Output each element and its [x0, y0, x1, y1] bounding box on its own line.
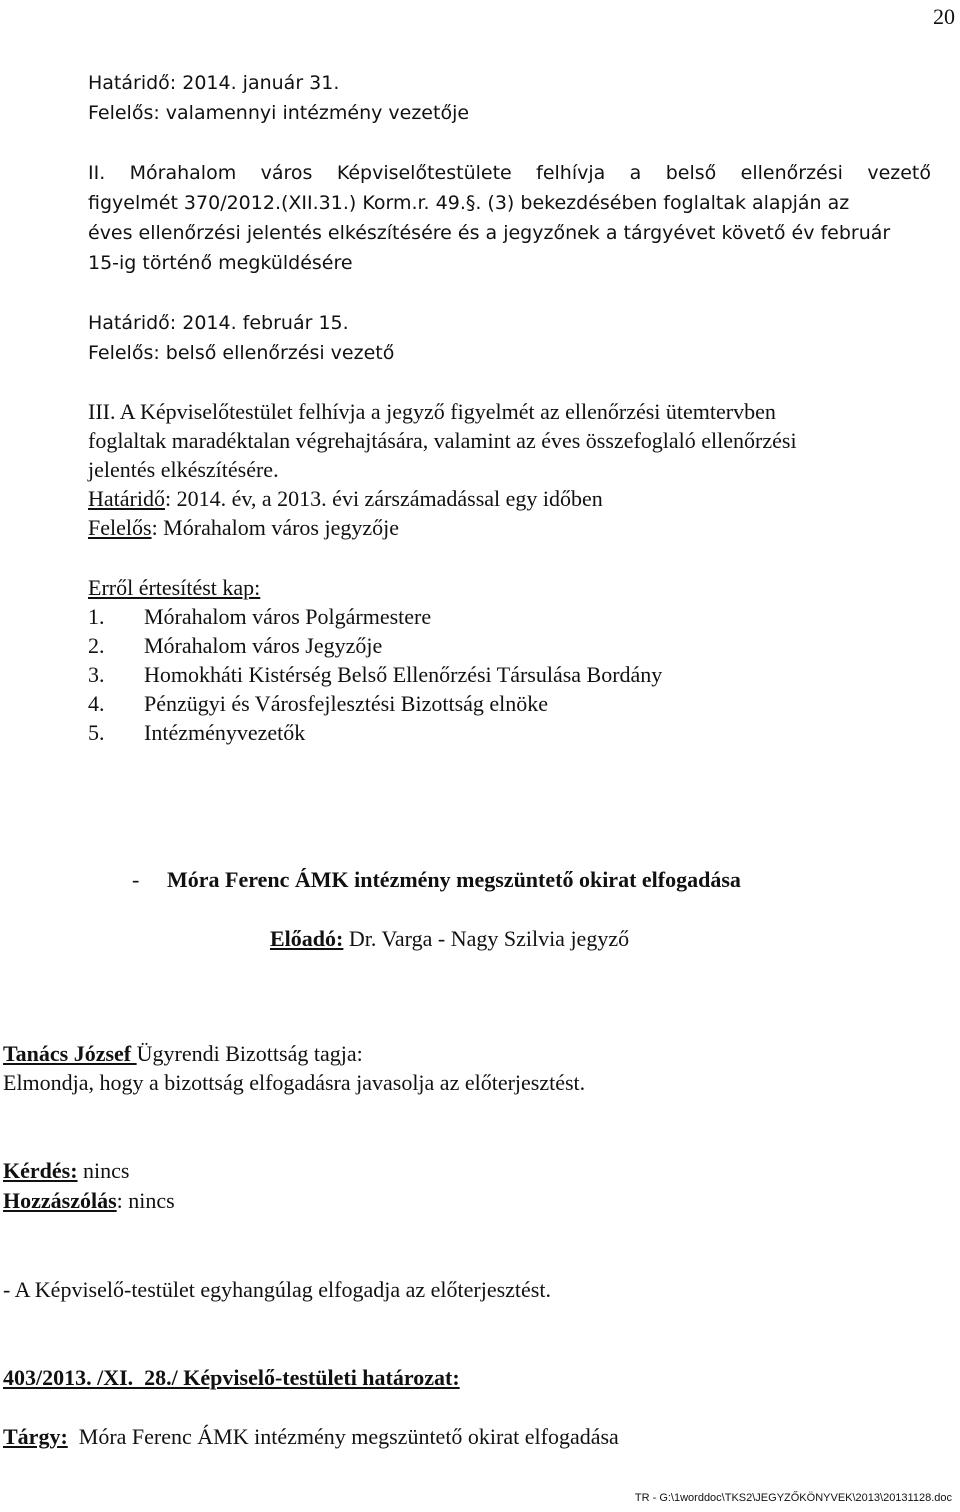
notify-item — [88, 604, 431, 630]
footer-file-path: TR - G:\1worddoc\TKS2\JEGYZŐKÖNYVEK\2013\20131128.doc — [634, 1492, 952, 1504]
comment-label: Hozzászólás — [3, 1188, 117, 1213]
section2-word: vezető — [867, 162, 931, 184]
comment-line — [3, 1188, 175, 1214]
section3-line-3: jelentés elkészítésére. — [88, 457, 279, 482]
section2-word: Képviselőtestülete — [336, 162, 512, 184]
agenda-presenter — [270, 926, 629, 952]
committee-role: Ügyrendi Bizottság tagja: — [136, 1041, 363, 1066]
notify-item-number: 5. — [88, 720, 105, 745]
committee-statement: Elmondja, hogy a bizottság elfogadásra javasolja az előterjesztést. — [3, 1070, 586, 1095]
comment-value: : nincs — [116, 1188, 175, 1213]
vote-result: - A Képviselő-testület egyhangúlag elfogadja az előterjesztést. — [3, 1277, 551, 1302]
deadline-line: Határidő: 2014. január 31. — [88, 72, 340, 94]
section2-deadline: Határidő: 2014. február 15. — [88, 312, 349, 334]
agenda-dash: - — [132, 867, 140, 892]
section2-line-2: figyelmét 370/2012.(XII.31.) Korm.r. 49.§. (3) bekezdésében foglaltak alapján az — [88, 192, 850, 214]
notify-item — [88, 662, 662, 688]
section2-word: belső — [665, 162, 717, 184]
presenter-label: Előadó: — [270, 926, 344, 951]
section2-word: a — [629, 162, 642, 184]
notify-item-number: 2. — [88, 633, 105, 658]
section2-line-4: 15-ig történő megküldésére — [88, 252, 353, 274]
section3-responsible — [88, 515, 399, 541]
subject-label: Tárgy: — [3, 1424, 68, 1449]
notify-item-text: Mórahalom város Polgármestere — [144, 604, 432, 629]
notify-item-number: 3. — [88, 662, 105, 687]
page-number: 20 — [933, 4, 955, 29]
responsible-value: : Mórahalom város jegyzője — [151, 515, 399, 540]
section2-responsible: Felelős: belső ellenőrzési vezető — [88, 342, 395, 364]
notify-item-text: Pénzügyi és Városfejlesztési Bizottság elnöke — [144, 691, 549, 716]
committee-member-name: Tanács József — [3, 1041, 137, 1066]
section3-line-1: III. A Képviselőtestület felhívja a jegyző figyelmét az ellenőrzési ütemtervben — [88, 399, 776, 424]
notify-item-number: 4. — [88, 691, 105, 716]
notify-item-text: Mórahalom város Jegyzője — [144, 633, 383, 658]
resolution-number: 403/2013. /XI. 28./ Képviselő-testületi határozat: — [3, 1365, 460, 1390]
section2-word: ellenőrzési — [740, 162, 843, 184]
section2-word: Mórahalom — [129, 162, 237, 184]
presenter-value: Dr. Varga - Nagy Szilvia jegyző — [343, 926, 630, 951]
notify-item-text: Homokháti Kistérség Belső Ellenőrzési Társulása Bordány — [144, 662, 663, 687]
section3-line-2: foglaltak maradéktalan végrehajtására, valamint az éves összefoglaló ellenőrzési — [88, 428, 797, 453]
deadline-label: Határidő — [88, 486, 165, 511]
section2-word: felhívja — [536, 162, 606, 184]
notify-item — [88, 720, 305, 746]
question-label: Kérdés: — [3, 1158, 78, 1183]
resolution-subject — [3, 1424, 619, 1450]
notify-item-number: 1. — [88, 604, 105, 629]
responsible-label: Felelős — [88, 515, 152, 540]
notify-item-text: Intézményvezetők — [144, 720, 306, 745]
question-value: nincs — [77, 1158, 130, 1183]
agenda-title: Móra Ferenc ÁMK intézmény megszüntető okirat elfogadása — [167, 867, 741, 892]
section3-deadline — [88, 486, 603, 512]
responsible-line: Felelős: valamennyi intézmény vezetője — [88, 102, 470, 124]
committee-line — [3, 1041, 363, 1067]
notify-item — [88, 691, 548, 717]
subject-value: Móra Ferenc ÁMK intézmény megszüntető okirat elfogadása — [67, 1424, 619, 1449]
section2-word: II. — [88, 162, 106, 184]
notify-item — [88, 633, 382, 659]
section2-word: város — [260, 162, 313, 184]
section2-line-3: éves ellenőrzési jelentés elkészítésére és a jegyzőnek a tárgyévet követő év február — [88, 222, 891, 244]
deadline-value: : 2014. év, a 2013. évi zárszámadással egy időben — [164, 486, 603, 511]
section2-line-1 — [88, 160, 931, 186]
notify-header: Erről értesítést kap: — [88, 575, 261, 600]
question-line — [3, 1158, 129, 1184]
